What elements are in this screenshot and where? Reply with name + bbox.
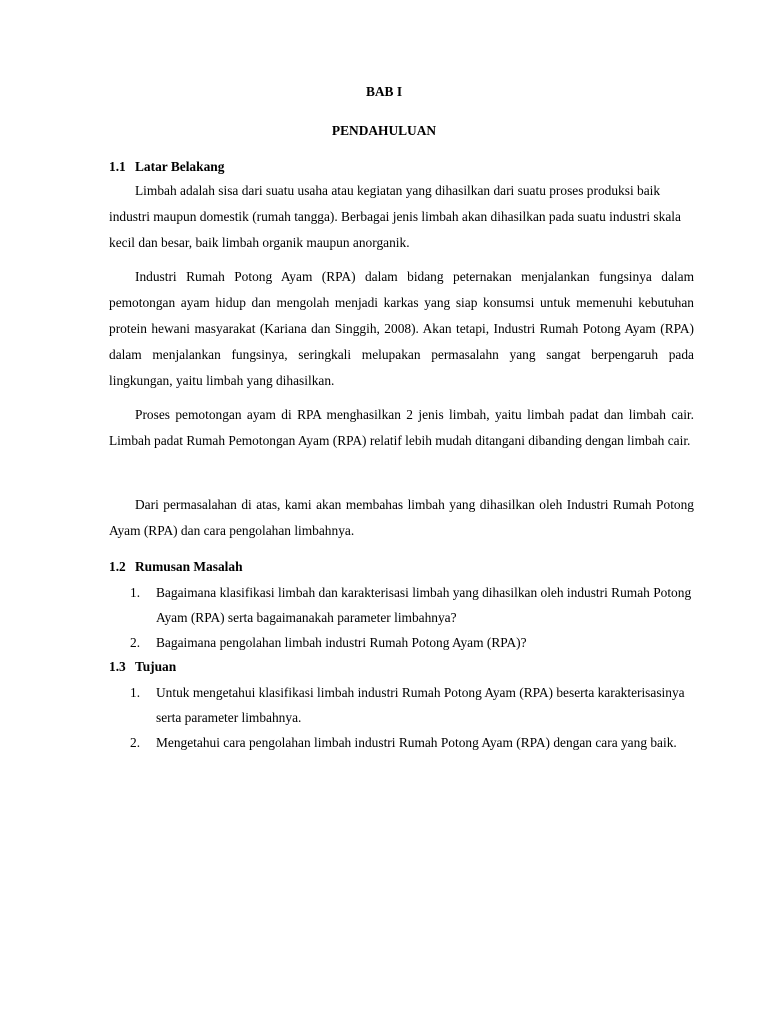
chapter-label: BAB I [365,84,403,99]
section-number: 1.2 [109,559,126,574]
list-item-text: Untuk mengetahui klasifikasi limbah industri Rumah Potong Ayam (RPA) beserta karakterisasinya serta parameter limbahnya. [156,685,685,725]
list-item [130,630,695,655]
list-marker: 2. [130,735,141,750]
list-item [130,580,695,630]
chapter-title: PENDAHULUAN [331,123,437,138]
list-marker: 2. [130,635,141,650]
paragraph-3: Proses pemotongan ayam di RPA menghasilkan 2 jenis limbah, yaitu limbah padat dan limbah cair. Limbah padat Rumah Pemotongan Ayam (RPA) relatif lebih mudah ditangani dibanding dengan limbah cair. [109,407,694,448]
paragraph-4: Dari permasalahan di atas, kami akan membahas limbah yang dihasilkan oleh Industri Rumah Potong Ayam (RPA) dan cara pengolahan limbahnya. [109,497,694,538]
section-number: 1.1 [109,159,126,174]
list-marker: 1. [130,685,141,700]
section-title: Rumusan Masalah [135,559,243,574]
section-heading-latar-belakang [109,159,224,175]
list-item [130,680,695,730]
objective-list [130,680,695,755]
section-number: 1.3 [109,659,126,674]
paragraph-2: Industri Rumah Potong Ayam (RPA) dalam bidang peternakan menjalankan fungsinya dalam pemotongan ayam hidup dan mengolah menjadi karkas yang siap konsumsi untuk memenuhi kebutuhan protein hewani masyarakat (Kariana dan Singgih, 2008). Akan tetapi, Industri Rumah Potong Ayam (RPA) dalam menjalankan fungsinya, seringkali melupakan permasalahn yang sangat berpengaruh pada lingkungan, yaitu limbah yang dihasilkan. [109,269,694,388]
section-heading-tujuan [109,659,176,675]
section-title: Latar Belakang [135,159,225,174]
list-item-text: Bagaimana pengolahan limbah industri Rumah Potong Ayam (RPA)? [156,635,527,650]
list-item-text: Bagaimana klasifikasi limbah dan karakterisasi limbah yang dihasilkan oleh industri Rumah Potong Ayam (RPA) serta bagaimanakah parameter limbahnya? [156,585,692,625]
list-item [130,730,695,755]
list-item-text: Mengetahui cara pengolahan limbah industri Rumah Potong Ayam (RPA) dengan cara yang baik. [156,735,677,750]
section-heading-rumusan-masalah [109,559,243,575]
paragraph-1: Limbah adalah sisa dari suatu usaha atau kegiatan yang dihasilkan dari suatu proses produksi baik industri maupun domestik (rumah tangga). Berbagai jenis limbah akan dihasilkan pada suatu industri skala kecil dan besar, baik limbah organik maupun anorganik. [109,183,681,250]
problem-list [130,580,695,655]
list-marker: 1. [130,585,141,600]
section-title: Tujuan [135,659,177,674]
